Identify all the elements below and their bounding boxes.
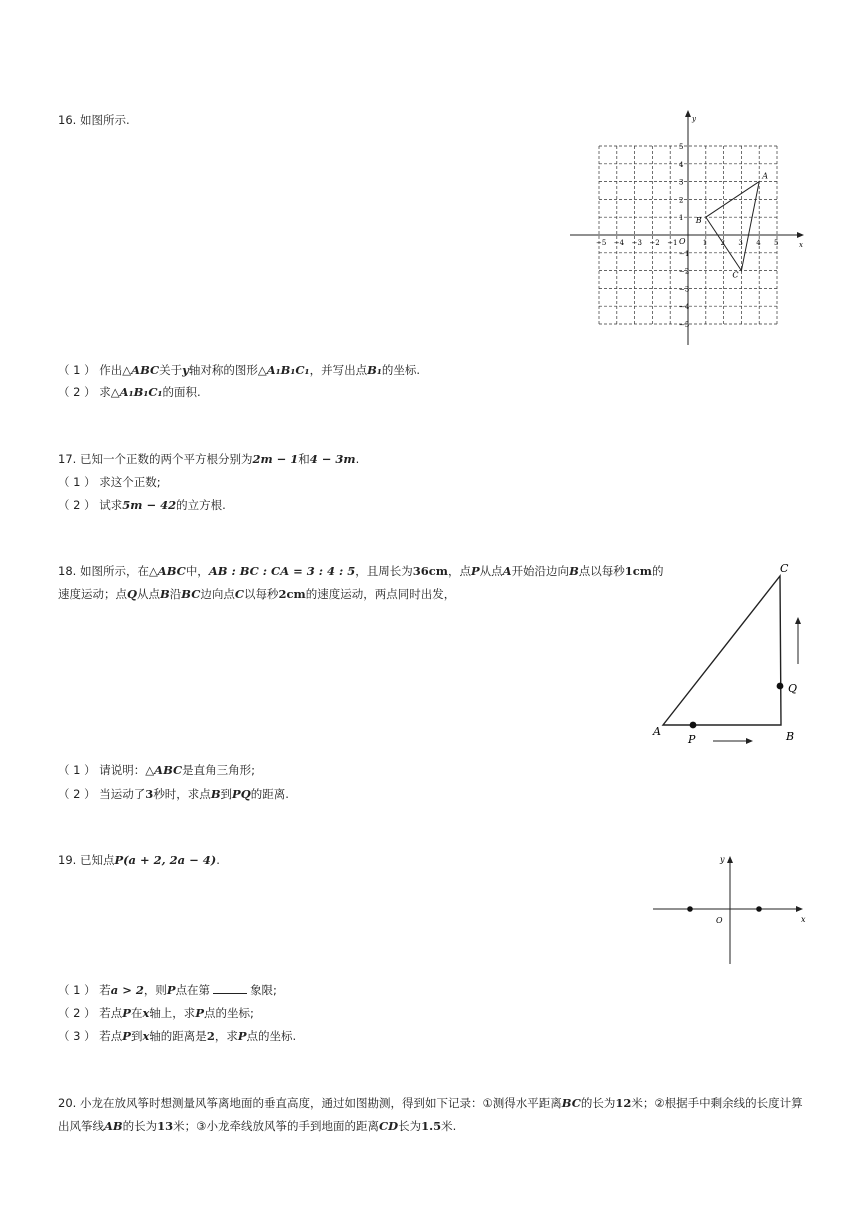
y-axis-label: y bbox=[692, 115, 696, 123]
y-axis-arrow-icon bbox=[727, 856, 733, 863]
math: y bbox=[182, 363, 189, 377]
part-label: （ 3 ） bbox=[58, 1029, 96, 1043]
text: 轴的距离是 bbox=[149, 1029, 207, 1043]
math: 3 bbox=[145, 787, 154, 801]
y-tick-label: −2 bbox=[679, 267, 690, 276]
y-tick-label: 2 bbox=[679, 196, 684, 205]
math: 12 bbox=[615, 1096, 632, 1110]
question-stem: 如图所示. bbox=[79, 113, 130, 127]
math: 2cm bbox=[278, 587, 306, 601]
text: . bbox=[355, 452, 360, 466]
math: △A₁B₁C₁ bbox=[110, 385, 163, 399]
text: 点在第 bbox=[175, 983, 211, 997]
label-q: Q bbox=[788, 682, 798, 695]
text: 的长为 bbox=[580, 1096, 616, 1110]
q16-coordinate-grid-figure bbox=[570, 110, 810, 350]
text: 中， bbox=[185, 564, 209, 578]
text: 求这个正数; bbox=[99, 475, 161, 489]
q18-part-1 bbox=[58, 762, 255, 778]
math: B bbox=[210, 787, 221, 801]
math: Q bbox=[127, 587, 138, 601]
part-label: （ 1 ） bbox=[58, 475, 96, 489]
math: x bbox=[142, 1006, 150, 1020]
text: 如图所示，在 bbox=[79, 564, 149, 578]
text: 象限; bbox=[250, 983, 277, 997]
text: 若 bbox=[99, 983, 111, 997]
origin-label: O bbox=[716, 916, 723, 925]
math: P bbox=[122, 1006, 131, 1020]
text: 小龙在放风筝时想测量风筝离地面的垂直高度，通过如图勘测，得到如下记录：①测得水平距离 bbox=[79, 1096, 562, 1110]
text: 点以每秒 bbox=[578, 564, 625, 578]
text: 的长为 bbox=[122, 1119, 158, 1133]
point-right bbox=[756, 906, 762, 912]
math: B₁ bbox=[367, 363, 382, 377]
math: a > 2 bbox=[110, 983, 144, 997]
math: BC bbox=[561, 1096, 581, 1110]
text: ，点 bbox=[447, 564, 471, 578]
math: P bbox=[122, 1029, 131, 1043]
q16-part-1 bbox=[58, 362, 420, 378]
q16-stem bbox=[58, 112, 130, 128]
x-tick-label: −2 bbox=[649, 239, 660, 247]
q19-stem bbox=[58, 852, 220, 868]
math: AB : BC : CA = 3 : 4 : 5 bbox=[208, 564, 356, 578]
y-tick-label: 1 bbox=[679, 214, 684, 223]
x-tick-label: −5 bbox=[596, 239, 607, 247]
text: 关于 bbox=[159, 363, 183, 377]
q17-stem bbox=[58, 451, 359, 467]
q19-axes-figure bbox=[650, 852, 810, 967]
x-tick-label: 1 bbox=[702, 239, 708, 247]
origin-label: O bbox=[679, 237, 686, 246]
text: 开始沿边向 bbox=[511, 564, 570, 578]
q18-triangle-figure bbox=[645, 558, 825, 748]
math: P bbox=[195, 1006, 204, 1020]
text: 在 bbox=[130, 1006, 143, 1020]
triangle-edges bbox=[706, 182, 759, 271]
q18-stem-line-2 bbox=[58, 586, 455, 602]
text: 的距离. bbox=[250, 787, 289, 801]
text: ，则 bbox=[143, 983, 167, 997]
y-tick-label: 3 bbox=[679, 178, 684, 187]
y-tick-label: 4 bbox=[679, 160, 684, 169]
q20-stem-line-1 bbox=[58, 1095, 803, 1111]
y-tick-label: 5 bbox=[679, 143, 684, 151]
math: C bbox=[234, 587, 245, 601]
question-number: 19. bbox=[58, 853, 77, 867]
x-axis-arrow-icon bbox=[796, 906, 803, 912]
text: 已知一个正数的两个平方根分别为 bbox=[79, 452, 253, 466]
text: 到 bbox=[220, 787, 233, 801]
math: 2m − 1 bbox=[252, 452, 299, 466]
text: 速度运动；点 bbox=[58, 587, 127, 601]
part-label: （ 2 ） bbox=[58, 1006, 96, 1020]
question-number: 16. bbox=[58, 113, 77, 127]
text: 和 bbox=[298, 452, 310, 466]
math: △ABC bbox=[145, 763, 183, 777]
math: x bbox=[142, 1029, 150, 1043]
y-axis-arrow-icon bbox=[685, 110, 691, 117]
text: 从点 bbox=[479, 564, 503, 578]
q19-part-1 bbox=[58, 982, 277, 998]
text: 秒时，求点 bbox=[153, 787, 211, 801]
q19-part-3 bbox=[58, 1028, 296, 1044]
y-tick-label: −5 bbox=[679, 321, 690, 329]
q19-part-2 bbox=[58, 1005, 254, 1021]
math: 2 bbox=[206, 1029, 215, 1043]
arrow-right-icon bbox=[713, 738, 753, 744]
math: PQ bbox=[232, 787, 251, 801]
math: P bbox=[237, 1029, 247, 1043]
math: CD bbox=[378, 1119, 399, 1133]
part-label: （ 1 ） bbox=[58, 363, 96, 377]
q18-stem-line-1 bbox=[58, 563, 663, 579]
text: 从点 bbox=[137, 587, 161, 601]
y-tick-label: −1 bbox=[679, 249, 690, 258]
part-label: （ 2 ） bbox=[58, 498, 96, 512]
math: AB bbox=[104, 1119, 123, 1133]
label-b: B bbox=[786, 730, 795, 743]
text: 出风筝线 bbox=[58, 1119, 104, 1133]
q17-part-1 bbox=[58, 474, 161, 490]
math: 4 − 3m bbox=[309, 452, 356, 466]
text: 点的坐标; bbox=[203, 1006, 254, 1020]
y-tick-label: −3 bbox=[679, 285, 690, 294]
text: 点的坐标. bbox=[246, 1029, 297, 1043]
label-c: C bbox=[780, 562, 789, 575]
question-number: 18. bbox=[58, 564, 77, 578]
x-tick-label: 3 bbox=[738, 239, 743, 247]
text: 是直角三角形; bbox=[182, 763, 256, 777]
answer-blank[interactable] bbox=[213, 983, 247, 994]
text: 的面积. bbox=[162, 385, 201, 399]
text: 以每秒 bbox=[244, 587, 279, 601]
text: 的 bbox=[651, 564, 664, 578]
math: A bbox=[502, 564, 512, 578]
text: 到 bbox=[130, 1029, 143, 1043]
text: 若点 bbox=[99, 1006, 123, 1020]
part-label: （ 1 ） bbox=[58, 763, 96, 777]
part-label: （ 2 ） bbox=[58, 385, 96, 399]
text: 米；③小龙牵线放风筝的手到地面的距离 bbox=[173, 1119, 379, 1133]
text: 轴对称的图形 bbox=[188, 363, 258, 377]
math: △A₁B₁C₁ bbox=[257, 363, 310, 377]
x-tick-label: −3 bbox=[631, 239, 642, 247]
math: BC bbox=[181, 587, 201, 601]
q18-part-2 bbox=[58, 786, 289, 802]
y-tick-label: −4 bbox=[679, 303, 690, 312]
arrow-up-icon bbox=[795, 617, 801, 664]
math: 5m − 42 bbox=[122, 498, 177, 512]
text: 试求 bbox=[99, 498, 123, 512]
tick-labels bbox=[596, 143, 778, 329]
point-left bbox=[687, 906, 693, 912]
point-label-a: A bbox=[762, 171, 768, 181]
x-axis-label: x bbox=[799, 241, 803, 249]
math: △ABC bbox=[148, 564, 186, 578]
math: 36cm bbox=[412, 564, 448, 578]
x-tick-label: 2 bbox=[720, 239, 726, 247]
text: ，且周长为 bbox=[355, 564, 413, 578]
part-label: （ 2 ） bbox=[58, 787, 96, 801]
point-q bbox=[777, 683, 784, 690]
question-number: 17. bbox=[58, 452, 77, 466]
question-number: 20. bbox=[58, 1096, 77, 1110]
text: 米；②根据手中剩余线的长度计算 bbox=[631, 1096, 803, 1110]
text: 求 bbox=[99, 385, 111, 399]
text: 沿 bbox=[169, 587, 182, 601]
math: B bbox=[569, 564, 579, 578]
q20-stem-line-2 bbox=[58, 1118, 456, 1134]
text: 米. bbox=[441, 1119, 457, 1133]
text: 边向点 bbox=[200, 587, 235, 601]
math: △ABC bbox=[122, 363, 160, 377]
text: 轴上，求 bbox=[149, 1006, 196, 1020]
q17-part-2 bbox=[58, 497, 226, 513]
label-p: P bbox=[688, 733, 696, 746]
x-tick-label: −1 bbox=[667, 239, 678, 247]
x-axis-label: x bbox=[801, 915, 806, 924]
text: . bbox=[216, 853, 220, 867]
text: 的坐标. bbox=[381, 363, 421, 377]
math: B bbox=[160, 587, 170, 601]
math: P(a + 2, 2a − 4) bbox=[114, 853, 217, 867]
math: 1.5 bbox=[421, 1119, 442, 1133]
text: ，求 bbox=[214, 1029, 238, 1043]
text: 长为 bbox=[398, 1119, 422, 1133]
triangle-abc bbox=[663, 576, 781, 725]
text: 请说明： bbox=[99, 763, 146, 777]
text: 当运动了 bbox=[99, 787, 146, 801]
q16-part-2 bbox=[58, 384, 201, 400]
x-tick-label: 4 bbox=[756, 239, 761, 247]
math: P bbox=[166, 983, 176, 997]
text: 的速度运动，两点同时出发， bbox=[305, 587, 456, 601]
y-axis-label: y bbox=[720, 855, 725, 864]
text: 若点 bbox=[99, 1029, 123, 1043]
math: P bbox=[470, 564, 480, 578]
math: 13 bbox=[157, 1119, 174, 1133]
label-a: A bbox=[653, 725, 661, 738]
text: ，并写出点 bbox=[309, 363, 368, 377]
x-tick-label: 5 bbox=[774, 239, 779, 247]
x-axis-arrow-icon bbox=[797, 232, 804, 238]
x-tick-label: −4 bbox=[613, 239, 625, 247]
point-label-c: C bbox=[732, 270, 739, 280]
part-label: （ 1 ） bbox=[58, 983, 96, 997]
text: 的立方根. bbox=[176, 498, 226, 512]
point-label-b: B bbox=[695, 216, 702, 226]
text: 已知点 bbox=[79, 853, 115, 867]
point-p bbox=[690, 722, 697, 729]
math: 1cm bbox=[624, 564, 652, 578]
text: 作出 bbox=[99, 363, 123, 377]
